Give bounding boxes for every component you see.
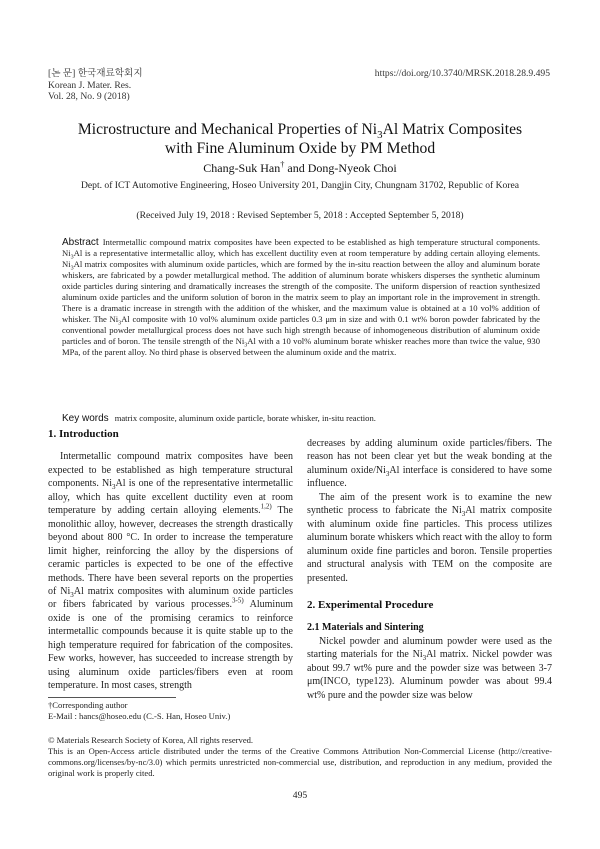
footnote-rule [48, 697, 176, 698]
journal-volume: Vol. 28, No. 9 (2018) [48, 91, 130, 102]
subsection-heading-materials: 2.1 Materials and Sintering [307, 622, 424, 634]
journal-name-english: Korean J. Mater. Res. [48, 79, 132, 91]
corresponding-author-note: †Corresponding author [48, 700, 128, 710]
corresponding-mark: † [280, 160, 285, 169]
footnote [48, 700, 230, 722]
journal-name-korean: [논 문] 한국재료학회지 [48, 68, 143, 79]
copyright-notice: © Materials Research Society of Korea, All rights reserved. [48, 735, 254, 745]
keywords: Key words matrix composite, aluminum oxide particle, borate whisker, in-situ reaction. [62, 413, 376, 424]
journal-header [48, 68, 143, 103]
doi-link[interactable]: https://doi.org/10.3740/MRSK.2018.28.9.495 [374, 68, 550, 79]
author-email: E-Mail : hancs@hoseo.edu (C.-S. Han, Hoseo Univ.) [48, 711, 231, 721]
page-number: 495 [292, 790, 308, 801]
materials-paragraph: Nickel powder and aluminum powder were used as the starting materials for the $Ni_3Al$ matrix. Nickel powder was about 99.7 wt% pure and the powder size was between 3-7 μm(INCO, type123). Aluminum powder was about 99.4 wt% pure and the powder size was below [307, 635, 552, 701]
intro-paragraph-aim: The aim of the present work is to examine the new synthetic process to fabricate the $Ni_3Al$ matrix composite with aluminum oxide fine particles. This process utilizes aluminum borate whiskers which react with the alloy to form aluminum oxide fine particles and boron. Tensile properties and structural analysis with TEM on the composite are presented. [307, 491, 552, 584]
license-block [48, 735, 552, 779]
received-dates: (Received July 19, 2018 : Revised September 5, 2018 : Accepted September 5, 2018) [136, 210, 464, 221]
section-heading-introduction: 1. Introduction [48, 428, 119, 440]
paper-title: Microstructure and Mechanical Properties of $Ni_3Al$ Matrix Composites with Fine Aluminum Oxide by PM Method [77, 121, 523, 157]
intro-continuation: decreases by adding aluminum oxide particles/fibers. The reason has not been clear yet but the weak bonding at the aluminum oxide/$Ni_3Al$ interface is considered to have some influence. [307, 438, 552, 490]
affiliation: Dept. of ICT Automotive Engineering, Hoseo University 201, Dangjin City, Chungnam 31702, Republic of Korea [80, 180, 520, 191]
right-column [307, 437, 552, 702]
abstract-label: Abstract [62, 237, 99, 248]
intro-paragraph: Intermetallic compound matrix composites have been expected to be established as high temperature structural components. $Ni_3Al$ is one of the representative intermetallic alloy, which has quite excellent ductility even at room temperature by adding certain alloying elements.$^{1,2)}$ The monolithic alloy, however, decreases the strength drastically beyond about 800 °C. In order to increase the temperature limit higher, reinforcing the alloy by the dispersions of ceramic particles is expected to be one of the effective methods. There have been several reports on the properties of $Ni_3Al$ matrix composites with aluminum oxide particles or fibers fabricated by various processes.$^{3-5)}$ Aluminum oxide is one of the promising ceramics to reinforce intermetallic compounds because it is quite stable up to the high temperature required for fabrication of the composites. Few works, however, has succeeded to increase strength by using aluminum oxide particles/fibers even at room temperature. In most cases, strength [48, 451, 293, 692]
abstract: Abstract Intermetallic compound matrix composites have been expected to be established as high temperature structural components. $Ni_3Al$ is a representative intermetallic alloy, which has excellent ductility even at room temperature by adding certain alloying elements. $Ni_3Al$ matrix composites with aluminum oxide particles, which are formed by the in-situ reaction between the alloy and aluminum borate whiskers, are fabricated by a powder metallurgical method. The addition of aluminum borate whiskers disperses the synthetic aluminum oxide particles during sintering and dramatically increases the strength of the composite. The uniform dispersion of reaction synthesized aluminum oxide particles and the uniform solution of boron in the matrix seem to play an important role in the improvement in strength. There is a dramatic increase in strength with the addition of the whisker, and the maximum value is obtained at a 10 vol% addition of whisker. The $Ni_3Al$ composite with 10 vol% aluminum oxide particles 0.3 μm in size and with 0.1 wt% boron powder fabricated by the conventional powder metallurgical process does not have such high strength because of inhomogeneous distribution of aluminum oxide particles and of boron. The tensile strength of the $Ni_3Al$ with a 10 vol% aluminum borate whisker reaches more than twice the value, 930 MPa, of the parent alloy. No third phase is observed between the aluminum oxide and the matrix. [62, 237, 540, 358]
license-text: This is an Open-Access article distributed under the terms of the Creative Commons Attribution Non-Commercial License (http://creative-commons.org/licenses/by-nc/3.0) which permits unrestricted non-commercial use, distribution, and reproduction in any medium, provided the original work is properly cited. [48, 746, 552, 778]
authors: Chang-Suk Han† and Dong-Nyeok Choi [203, 160, 397, 175]
left-column [48, 428, 293, 693]
section-heading-experimental: 2. Experimental Procedure [307, 598, 434, 611]
keywords-label: Key words [62, 413, 109, 424]
